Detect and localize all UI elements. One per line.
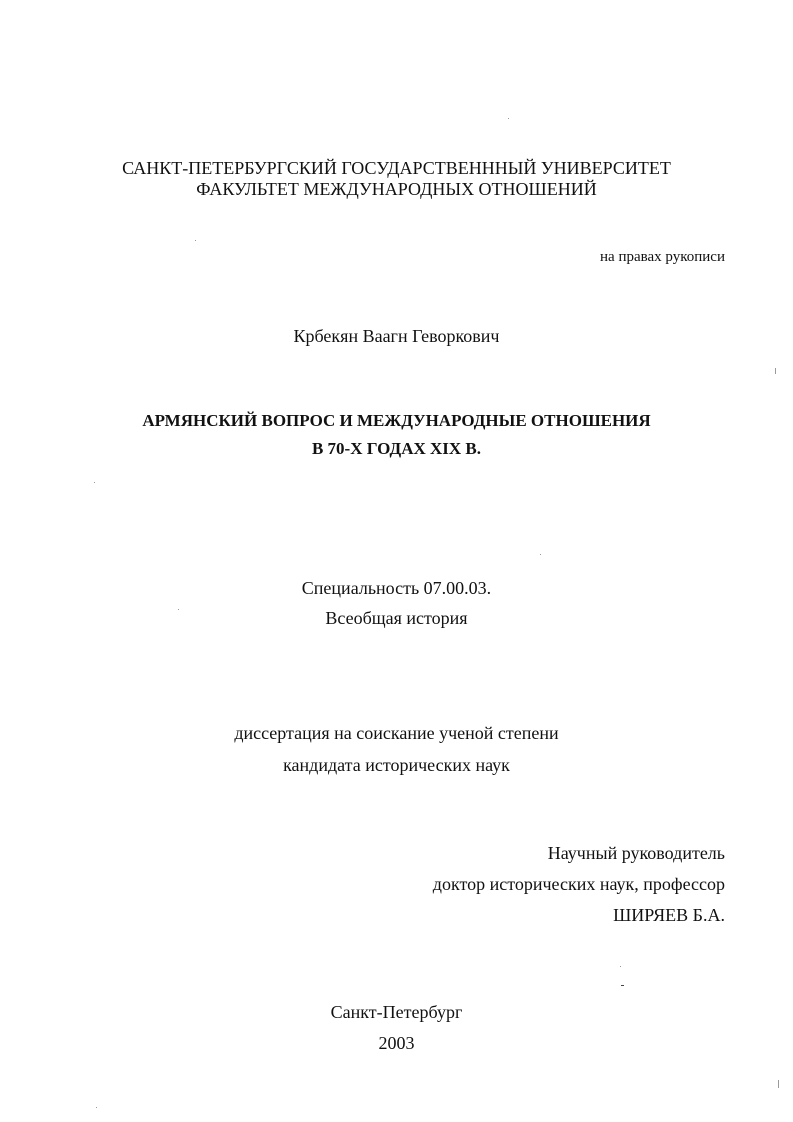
supervisor-title: доктор исторических наук, профессор — [432, 874, 725, 894]
city: Санкт-Петербург — [330, 1002, 463, 1022]
degree-line1: диссертация на соискание ученой степени — [234, 723, 559, 743]
specialty-code: Специальность 07.00.03. — [301, 578, 492, 598]
scan-speck — [540, 554, 541, 555]
scan-speck — [620, 966, 621, 967]
manuscript-note: на правах рукописи — [600, 249, 725, 265]
scan-speck — [96, 1107, 97, 1108]
scan-speck — [178, 609, 179, 610]
scan-speck — [775, 368, 776, 374]
supervisor-name: ШИРЯЕВ Б.А. — [613, 905, 725, 925]
scan-speck — [195, 240, 196, 241]
dissertation-title-line1: АРМЯНСКИЙ ВОПРОС И МЕЖДУНАРОДНЫЕ ОТНОШЕНИЯ — [142, 411, 651, 430]
dissertation-title-line2: В 70-Х ГОДАХ XIX В. — [311, 439, 482, 458]
university-name: САНКТ-ПЕТЕРБУРГСКИЙ ГОСУДАРСТВЕНННЫЙ УНИВЕРСИТЕТ — [122, 158, 671, 178]
scan-speck — [778, 1080, 779, 1088]
degree-line2: кандидата исторических наук — [283, 755, 510, 775]
scan-speck — [94, 482, 95, 483]
scan-speck — [508, 118, 509, 119]
supervisor-role: Научный руководитель — [547, 843, 725, 863]
specialty-name: Всеобщая история — [325, 608, 468, 628]
author-name: Крбекян Ваагн Геворкович — [293, 326, 500, 346]
faculty-name: ФАКУЛЬТЕТ МЕЖДУНАРОДНЫХ ОТНОШЕНИЙ — [196, 179, 597, 199]
scan-speck — [621, 985, 624, 986]
year: 2003 — [378, 1033, 415, 1053]
